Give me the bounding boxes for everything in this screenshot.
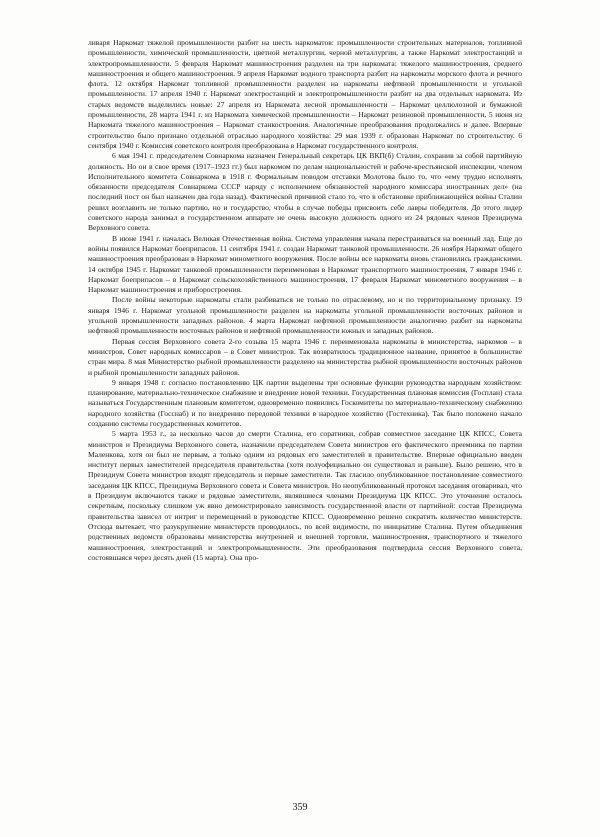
paragraph: Первая сессия Верховного совета 2-го созыва 15 марта 1946 г. переименовала наркоматы в министерства, наркомов – в министров, Совет народных комиссаров – в Совет министров. Так возвратилось традиционное название, принятое в большинстве стран мира. 8 мая Министерство рыбной промышленности разделено на министерства рыбной промышленности восточных районов и рыбной промышленности западных районов. [88, 336, 522, 377]
paragraph: 6 мая 1941 г. председателем Совнаркома назначен Генеральный секретарь ЦК ВКП(б) Сталин, сохранив за собой партийную должность. Но он в свое время (1917–1923 гг.) был наркомом по делам национальностей и рабоче-крестьянской инспекции, членом Исполнительного комитета Совнаркома в 1918 г. Формальным поводом отставки Молотова было то, что «ему трудно исполнять обязанности председателя Совнаркома СССР наряду с исполнением обязанностей народного комиссара иностранных дел» (на последний пост он был назначен два года назад). Фактической причиной стало то, что в обстановке приближающейся войны Сталин решил возглавить не только партию, но и государство, чтобы в случае победы присвоить себе лавры победителя. До этого лидер советского народа занимал в государственном аппарате не очень высокую должность одного из 24 рядовых членов Президиума Верховного совета. [88, 151, 522, 233]
page-number: 359 [292, 802, 308, 813]
paragraph: 9 января 1948 г. согласно постановлению ЦК партии выделены три основные функции руководства народным хозяйством: планирование, материально-техническое снабжение и внедрение новой техники. Государственная плановая комиссия (Госплан) стала называться Государственным плановым комитетом, одновременно появились Госкомитеты по материально-техническому снабжению народного хозяйства (Госснаб) и по внедрению передовой техники в народное хозяйство (Гостехника). Так было положено начало созданию системы государственных комитетов. [88, 377, 522, 428]
paragraph: ливаря Наркомат тяжелой промышленности разбит на шесть наркоматов: промышленности строительных материалов, топливной промышленности, химической промышленности, цветной металлургии, черной металлургии, а также Наркомат электростанций и электропромышленности. 5 февраля Наркомат машиностроения разделен на три наркомата: тяжелого машиностроения, среднего машиностроения и общего машиностроения. 9 апреля Наркомат водного транспорта разбит на наркоматы морского флота и речного флота. 12 октября Наркомат топливной промышленности разделен на наркоматы нефтяной промышленности и угольной промышленности. 17 апреля 1940 г. Наркомат электростанций и электропромышленности разбит на два отдельных наркомата. Из старых ведомств выделились новые: 27 апреля из Наркомата лесной промышленности – Наркомат целлюлозной и бумажной промышленности, 28 марта 1941 г. из Наркомата химической промышленности – Наркомат резиновой промышленности, 5 июня из Наркомата тяжелого машиностроения – Наркомат станкостроения. Аналогичные преобразования продолжались и далее. Впервые строительство было признано отдельной отраслью народного хозяйства: 29 мая 1939 г. образован Наркомат по строительству. 6 сентября 1940 г. Комиссия советского контроля преобразована в Наркомат государственного контроля. [88, 38, 522, 150]
paragraph: В июне 1941 г. началась Великая Отечественная война. Система управления начала перестраиваться на военный лад. Еще до войны появился Наркомат боеприпасов. 11 сентября 1941 г. создан Наркомат танковой промышленности. 26 ноября Наркомат общего машиностроения преобразован в Наркомат минометного вооружения. После войны все наркоматы вновь становились гражданскими. 14 октября 1945 г. Наркомат танковой промышленности переименован в Наркомат транспортного машиностроения, 7 января 1946 г. Наркомат боеприпасов – в Наркомат сельскохозяйственного машиностроения, 17 февраля Наркомат минометного вооружения – в Наркомат машиностроения и приборостроения. [88, 233, 522, 295]
paragraph: 5 марта 1953 г., за несколько часов до смерти Сталина, его соратники, собрав совместное заседание ЦК КПСС, Совета министров и Президиума Верховного совета, назначили председателем Совета министров его фактического преемника по партии Маленкова, хотя он был не первым, а только одним из рядовых его заместителей в правительстве. Впервые официально введен институт первых заместителей председателя правительства (хотя полуофициально он существовал и раньше). Было решено, что в Президиум Совета министров входят председатель и первые заместители. Так гласило опубликованное постановление совместного заседания ЦК КПСС, Президиума Верховного совета и Совета министров. Но неопубликованный протокол заседания оговаривал, что в Президиум включаются также и рядовые заместители, являвшиеся членами Президиума ЦК КПСС. Это уточнение осталось секретным, поскольку слишком уж явно демонстрировало зависимость государственной власти от партийной: состав Президиума правительства зависел от интриг и перемещений в руководстве КПСС. Одновременно решено сократить количество министерств. Отсюда вытекает, что разукрупнение министерств проводилось, по всей видимости, по инициативе Сталина. Путем объединения родственных ведомств образованы министерства внутренней и внешней торговли, машиностроения, транспортного и тяжелого машиностроения, электростанций и электропромышленности. Эти преобразования подтвердила сессия Верховного совета, состоявшаяся через десять дней (15 марта). Она про- [88, 429, 522, 562]
body-text [88, 38, 522, 563]
paragraph: После войны некоторые наркоматы стали разбиваться не только по отраслевому, но и по территориальному признаку. 19 января 1946 г. Наркомат угольной промышленности разделен на наркоматы угольной промышленности восточных районов и угольной промышленности западных районов. 4 марта Наркомат нефтяной промышленности аналогично разбит на наркоматы нефтяной промышленности восточных районов и нефтяной промышленности южных и западных районов. [88, 295, 522, 336]
